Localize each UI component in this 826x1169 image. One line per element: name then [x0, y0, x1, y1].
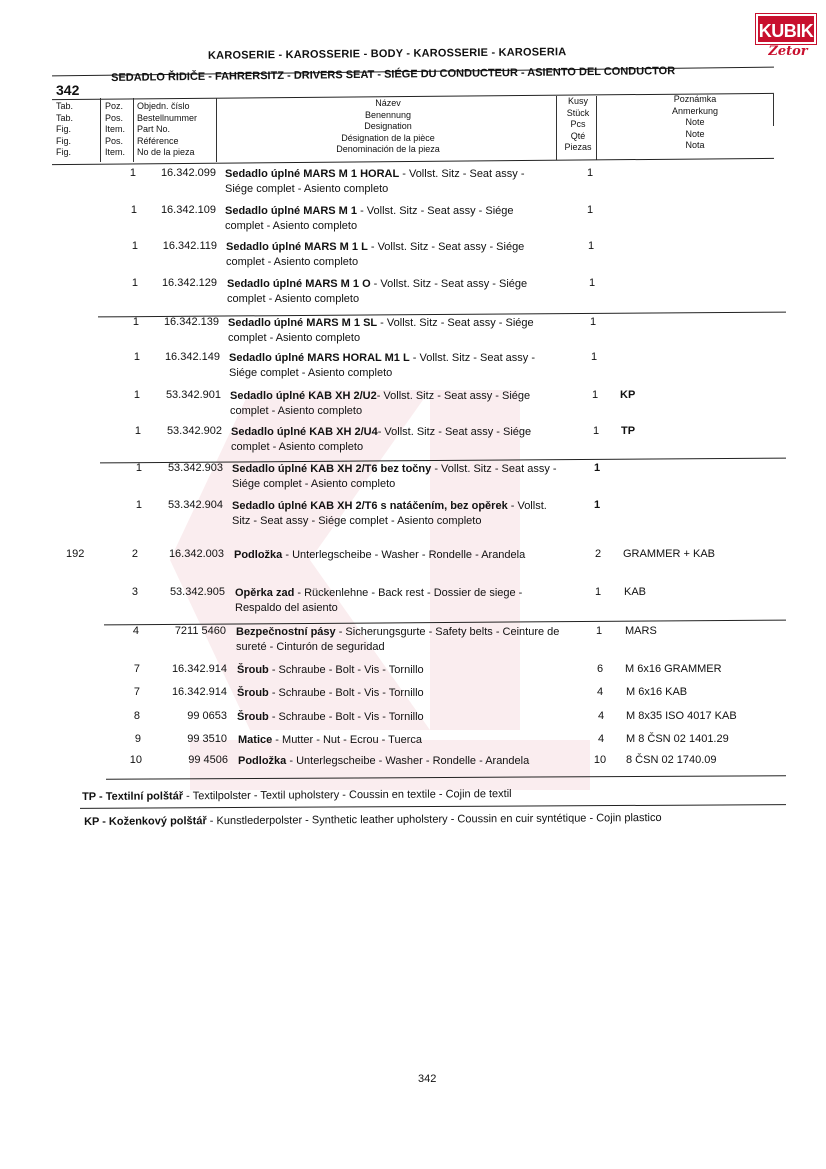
- desc-name: Sedadlo úplné KAB XH 2/T6 bez točny: [232, 463, 432, 475]
- cell-desc: [234, 548, 564, 563]
- cell-note: TP: [621, 425, 636, 437]
- cell-qty: 1: [592, 425, 600, 437]
- cell-desc: [232, 462, 562, 492]
- cell-desc: [237, 686, 567, 701]
- cell-note: M 6x16 KAB: [626, 686, 688, 698]
- cell-part: 16.342.139: [163, 316, 219, 328]
- col-divider: [596, 96, 597, 160]
- catalog-title: KAROSERIE - KAROSSERIE - BODY - KAROSSERIE - KAROSERIA: [207, 46, 567, 62]
- footnote-code: TP: [82, 790, 96, 803]
- cell-pos: 1: [132, 316, 139, 328]
- cell-qty: 1: [590, 351, 598, 363]
- desc-rest: - Vollst. Sitz - Seat assy - Siége complet - Asiento completo: [225, 205, 514, 232]
- desc-rest: - Vollst. Sitz - Seat assy - Siége complet - Asiento completo: [229, 352, 536, 379]
- cell-qty: 1: [587, 240, 595, 252]
- desc-rest: - Unterlegscheibe - Washer - Rondelle - Arandela: [282, 549, 526, 561]
- cell-qty: 10: [593, 754, 607, 766]
- cell-desc: [236, 625, 566, 655]
- footnote-code: KP: [84, 815, 100, 828]
- kubik-zetor-logo: [756, 14, 816, 64]
- cell-pos: 1: [129, 167, 136, 179]
- cell-part: 16.342.914: [171, 686, 227, 698]
- cell-part: 99 0653: [187, 710, 227, 722]
- col-divider: [100, 98, 101, 162]
- cell-desc: [238, 754, 568, 769]
- cell-pos: 1: [135, 499, 142, 511]
- col-header-pos: Poz. Pos. Item. Pos. Item.: [105, 101, 126, 157]
- cell-qty: 1: [591, 389, 599, 401]
- cell-pos: 1: [131, 240, 138, 252]
- desc-name: Podložka: [234, 549, 283, 561]
- logo-sub: Zetor: [768, 44, 808, 59]
- cell-note: M 6x16 GRAMMER: [625, 663, 722, 675]
- cell-pos: 4: [132, 625, 139, 637]
- cell-pos: 1: [131, 277, 138, 289]
- cell-desc: [237, 663, 567, 678]
- cell-desc: [225, 204, 555, 234]
- desc-rest: - Unterlegscheibe - Washer - Rondelle - Arandela: [286, 755, 530, 767]
- desc-name: Sedadlo úplné MARS M 1 O: [227, 278, 371, 290]
- cell-part: 16.342.149: [164, 351, 220, 363]
- cell-desc: [229, 351, 559, 381]
- cell-qty: 4: [597, 710, 605, 722]
- col-divider: [773, 94, 774, 126]
- col-header-fig: Tab. Tab. Fig. Fig. Fig.: [56, 101, 74, 157]
- col-divider: [133, 98, 134, 162]
- cell-note: MARS: [625, 625, 657, 637]
- cell-part: 99 3510: [187, 733, 227, 745]
- desc-rest: - Rückenlehne - Back rest - Dossier de siege - Respaldo del asiento: [235, 587, 523, 614]
- cell-part: 53.342.905: [169, 586, 225, 598]
- col-divider: [556, 96, 557, 160]
- cell-qty: 6: [596, 663, 604, 675]
- desc-name: Sedadlo úplné KAB XH 2/U4: [231, 426, 378, 438]
- cell-pos: 1: [134, 425, 141, 437]
- cell-qty: 4: [597, 733, 605, 745]
- footnote-rest: - Textilpolster - Textil upholstery - Coussin en textile - Cojin de textil: [183, 788, 512, 803]
- desc-name: Sedadlo úplné MARS M 1 L: [226, 241, 368, 253]
- cell-note: KP: [620, 389, 636, 401]
- cell-part: 7211 5460: [174, 625, 226, 637]
- cell-note: M 8x35 ISO 4017 KAB: [626, 710, 737, 722]
- footnote-kp: KP - Koženkový polštář - Kunstlederpolster - Synthetic leather upholstery - Coussin en cuir syntétique - Cojin plastico: [84, 811, 662, 828]
- col-divider: [216, 98, 217, 162]
- cell-qty: 1: [588, 277, 596, 289]
- cell-part: 53.342.901: [165, 389, 221, 401]
- cell-part: 16.342.099: [160, 167, 216, 179]
- desc-name: Sedadlo úplné MARS M 1: [225, 205, 358, 217]
- cell-part: 16.342.129: [161, 277, 217, 289]
- cell-pos: 2: [131, 548, 138, 560]
- desc-name: Sedadlo úplné MARS HORAL M1 L: [229, 352, 410, 364]
- desc-name: Šroub: [237, 711, 269, 723]
- desc-rest: - Vollst. Sitz - Seat assy - Siége complet - Asiento completo: [225, 168, 525, 195]
- cell-qty: 1: [595, 625, 603, 637]
- desc-name: Sedadlo úplné KAB XH 2/T6 s natáčením, bez opěrek: [232, 500, 508, 512]
- cell-desc: [225, 167, 555, 197]
- cell-qty: 1: [593, 462, 601, 474]
- cell-pos: 7: [133, 686, 140, 698]
- cell-desc: [226, 240, 556, 270]
- desc-name: Šroub: [237, 664, 269, 676]
- desc-rest: - Sicherungsgurte - Safety belts - Ceinture de sureté - Cinturón de seguridad: [236, 626, 560, 653]
- desc-rest: - Vollst. Sitz - Seat assy - Siége complet - Asiento completo: [226, 241, 525, 268]
- cell-desc: [235, 586, 565, 616]
- cell-desc: [227, 277, 557, 307]
- desc-rest: - Schraube - Bolt - Vis - Tornillo: [268, 687, 424, 699]
- cell-qty: 4: [596, 686, 604, 698]
- desc-rest: - Vollst. Sitz - Seat assy - Siége complet - Asiento completo: [230, 390, 531, 417]
- cell-part: 99 4506: [188, 754, 228, 766]
- desc-rest: - Schraube - Bolt - Vis - Tornillo: [268, 664, 424, 676]
- cell-part: 53.342.903: [167, 462, 223, 474]
- desc-rest: - Vollst. Sitz - Seat assy - Siége complet - Asiento completo: [228, 317, 534, 344]
- cell-qty: 1: [586, 204, 594, 216]
- logo-brand: KUBIK: [756, 14, 816, 44]
- cell-qty: 1: [594, 586, 602, 598]
- cell-qty: 1: [586, 167, 594, 179]
- desc-rest: - Mutter - Nut - Ecrou - Tuerca: [272, 734, 423, 746]
- cell-qty: 1: [593, 499, 601, 511]
- cell-desc: [231, 425, 561, 455]
- desc-name: Sedadlo úplné KAB XH 2/U2: [230, 390, 377, 402]
- cell-desc: [238, 733, 568, 748]
- cell-part: 16.342.914: [171, 663, 227, 675]
- desc-name: Bezpečnostní pásy: [236, 626, 336, 638]
- cell-pos: 1: [130, 204, 137, 216]
- cell-pos: 1: [135, 462, 142, 474]
- cell-part: 16.342.119: [162, 240, 217, 252]
- col-header-qty: Kusy Stück Pcs Qté Piezas: [564, 96, 592, 152]
- section-number: 342: [56, 82, 80, 98]
- cell-pos: 8: [133, 710, 140, 722]
- col-header-part: Objedn. číslo Bestellnummer Part No. Référence No de la pieza: [137, 101, 198, 157]
- cell-part: 53.342.902: [166, 425, 222, 437]
- cell-note: 8 ČSN 02 1740.09: [626, 754, 717, 766]
- cell-pos: 9: [134, 733, 141, 745]
- section-title: SEDADLO ŘIDIČE - FAHRERSITZ - DRIVERS SEAT - SIÉGE DU CONDUCTEUR - ASIENTO DEL CONDUCTOR: [111, 65, 676, 84]
- desc-rest: - Schraube - Bolt - Vis - Tornillo: [268, 711, 424, 723]
- cell-fig: 192: [66, 548, 85, 560]
- desc-rest: - Vollst. Sitz - Seat assy - Siége complet - Asiento completo: [231, 426, 532, 453]
- desc-name: Opěrka zad: [235, 587, 295, 599]
- cell-part: 16.342.109: [160, 204, 216, 216]
- header-bottom-rule: [52, 158, 774, 165]
- footnote-rest: - Kunstlederpolster - Synthetic leather upholstery - Coussin en cuir syntétique - Cojin plastico: [206, 811, 662, 828]
- cell-note: KAB: [624, 586, 647, 598]
- cell-part: 53.342.904: [167, 499, 223, 511]
- cell-desc: [237, 710, 567, 725]
- cell-desc: [228, 316, 558, 346]
- cell-pos: 1: [133, 389, 140, 401]
- col-header-desc: Název Benennung Designation Désignation de la pièce Denominación de la pieza: [336, 98, 440, 154]
- cell-qty: 1: [589, 316, 597, 328]
- footnote-name: Koženkový polštář: [108, 815, 207, 828]
- desc-name: Sedadlo úplné MARS M 1 SL: [228, 317, 378, 329]
- desc-rest: - Vollst. Sitz - Seat assy - Siége complet - Asiento completo: [232, 500, 547, 527]
- cell-note: M 8 ČSN 02 1401.29: [626, 733, 729, 745]
- desc-rest: - Vollst. Sitz - Seat assy - Siége complet - Asiento completo: [227, 278, 528, 305]
- desc-name: Šroub: [237, 687, 269, 699]
- cell-note: GRAMMER + KAB: [623, 548, 715, 560]
- cell-qty: 2: [594, 548, 602, 560]
- desc-name: Matice: [238, 734, 273, 746]
- cell-pos: 1: [133, 351, 140, 363]
- cell-desc: [230, 389, 560, 419]
- cell-part: 16.342.003: [168, 548, 224, 560]
- page-number: 342: [418, 1073, 437, 1085]
- cell-pos: 3: [131, 586, 138, 598]
- cell-desc: [232, 499, 562, 529]
- footnote-rule: [80, 804, 786, 809]
- footnote-name: Textilní polštář: [105, 790, 184, 803]
- cell-pos: 10: [129, 754, 142, 766]
- col-header-note: Poznámka Anmerkung Note Note Nota: [671, 94, 719, 150]
- footnote-tp: TP - Textilní polštář - Textilpolster - Textil upholstery - Coussin en textile - Cojin de textil: [82, 788, 512, 803]
- cell-pos: 7: [133, 663, 140, 675]
- desc-rest: - Vollst. Sitz - Seat assy - Siége complet - Asiento completo: [232, 463, 557, 490]
- desc-name: Sedadlo úplné MARS M 1 HORAL: [225, 168, 400, 180]
- desc-name: Podložka: [238, 755, 287, 767]
